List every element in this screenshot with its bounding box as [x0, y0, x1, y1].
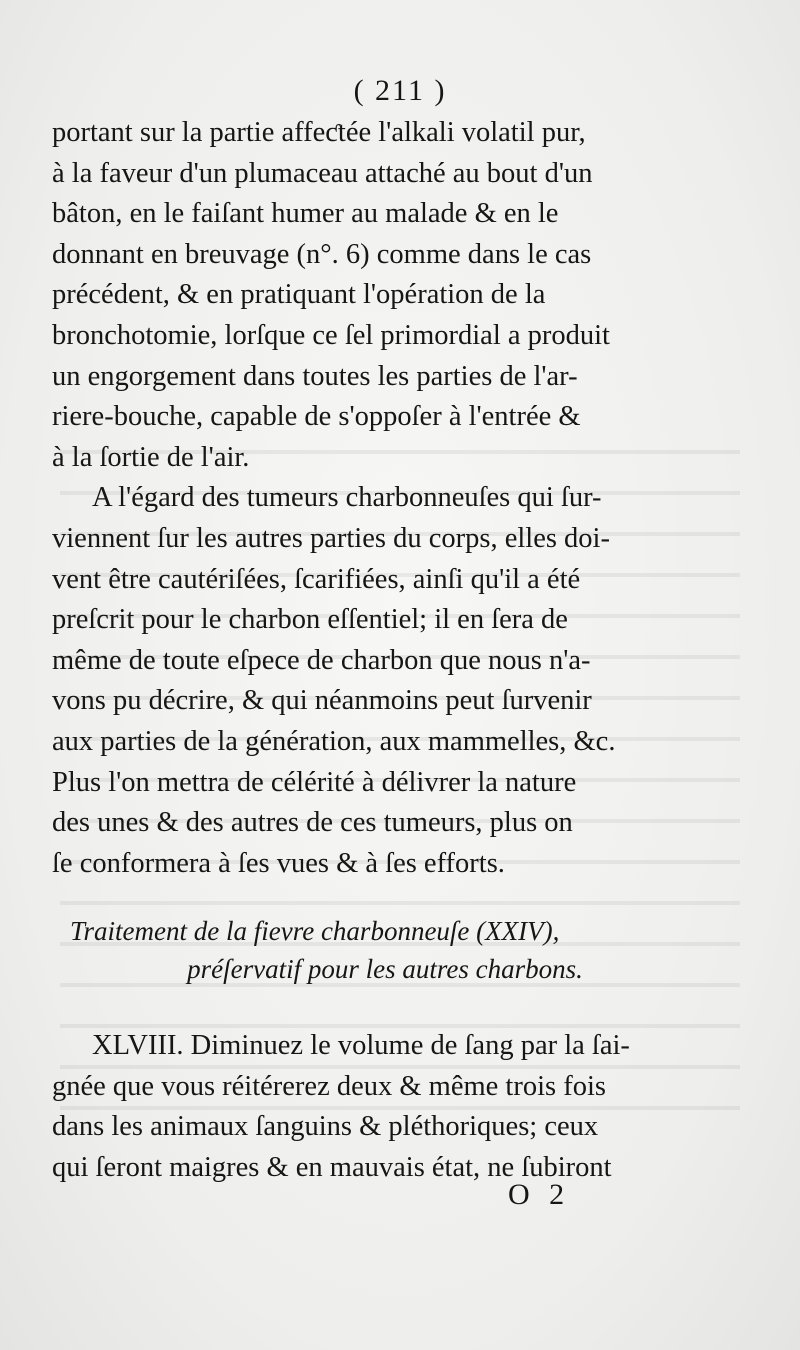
text-line [52, 235, 692, 276]
line-text: bronchotomie, lorſque ce ſel primordial a produit [52, 319, 610, 351]
body-text-top [52, 113, 692, 884]
line-text: vons pu décrire, & qui néanmoins peut ſurvenir [52, 685, 592, 717]
text-line [52, 357, 692, 398]
line-text: vent être cautériſées, ſcarifiées, ainſi qu'il a été [52, 563, 581, 595]
text-line [52, 681, 692, 722]
paragraph-2 [52, 478, 692, 884]
line-text: même de toute eſpece de charbon que nous n'a- [52, 644, 591, 676]
text-line [52, 641, 692, 682]
line-text: riere-bouche, capable de s'oppoſer à l'entrée & [52, 401, 581, 433]
line-text: à la ſortie de l'air. [52, 441, 250, 473]
text-line [52, 844, 692, 885]
text-line [52, 1067, 692, 1108]
line-text: XLVIII. Diminuez le volume de ſang par la ſai- [92, 1030, 630, 1061]
section-title-line-2: préſervatif pour les autres charbons. [187, 954, 583, 984]
text-line [52, 316, 692, 357]
text-line [52, 560, 692, 601]
line-text: ſe conformera à ſes vues & à ſes efforts. [52, 847, 505, 879]
section-title [70, 912, 680, 988]
text-line [52, 1148, 692, 1189]
line-text: dans les animaux ſanguins & pléthoriques; ceux [52, 1111, 599, 1143]
text-line [52, 1107, 692, 1148]
text-line [52, 600, 692, 641]
text-line [52, 1026, 692, 1067]
text-line [52, 194, 692, 235]
line-text: précédent, & en pratiquant l'opération de la [52, 279, 546, 311]
text-line [52, 438, 692, 479]
text-line [52, 275, 692, 316]
line-text: portant sur la partie affeƈtée l'alkali volatil pur, [52, 117, 586, 148]
line-text: aux parties de la génération, aux mammelles, &c. [52, 725, 616, 757]
line-text: Plus l'on mettra de célérité à délivrer la nature [52, 766, 577, 798]
signature-mark: O 2 [508, 1178, 571, 1211]
line-text: A l'égard des tumeurs charbonneuſes qui ſur- [92, 482, 602, 514]
line-text: un engorgement dans toutes les parties de l'ar- [52, 360, 578, 392]
line-text: gnée que vous réitérerez deux & même trois fois [52, 1070, 606, 1102]
line-text: preſcrit pour le charbon eſſentiel; il en ſera de [52, 604, 568, 636]
page-number: ( 211 ) [353, 74, 447, 107]
text-line [52, 763, 692, 804]
line-text: à la faveur d'un plumaceau attaché au bout d'un [52, 157, 593, 189]
body-text-bottom [52, 1026, 692, 1188]
line-text: viennent ſur les autres parties du corps, elles doi- [52, 522, 610, 554]
text-line [52, 154, 692, 195]
text-line [52, 519, 692, 560]
section-title-line-1: Traitement de la fievre charbonneuſe (XXIV), [70, 916, 560, 946]
text-line [52, 722, 692, 763]
text-line [52, 113, 692, 154]
paragraph-3 [52, 1026, 692, 1188]
text-line [52, 803, 692, 844]
paragraph-1 [52, 113, 692, 478]
text-line [52, 397, 692, 438]
text-line [52, 478, 692, 519]
line-text: des unes & des autres de ces tumeurs, plus on [52, 807, 573, 839]
line-text: bâton, en le faiſant humer au malade & en le [52, 198, 559, 230]
line-text: qui ſeront maigres & en mauvais état, ne ſubiront [52, 1151, 612, 1183]
line-text: donnant en breuvage (n°. 6) comme dans le cas [52, 238, 592, 270]
